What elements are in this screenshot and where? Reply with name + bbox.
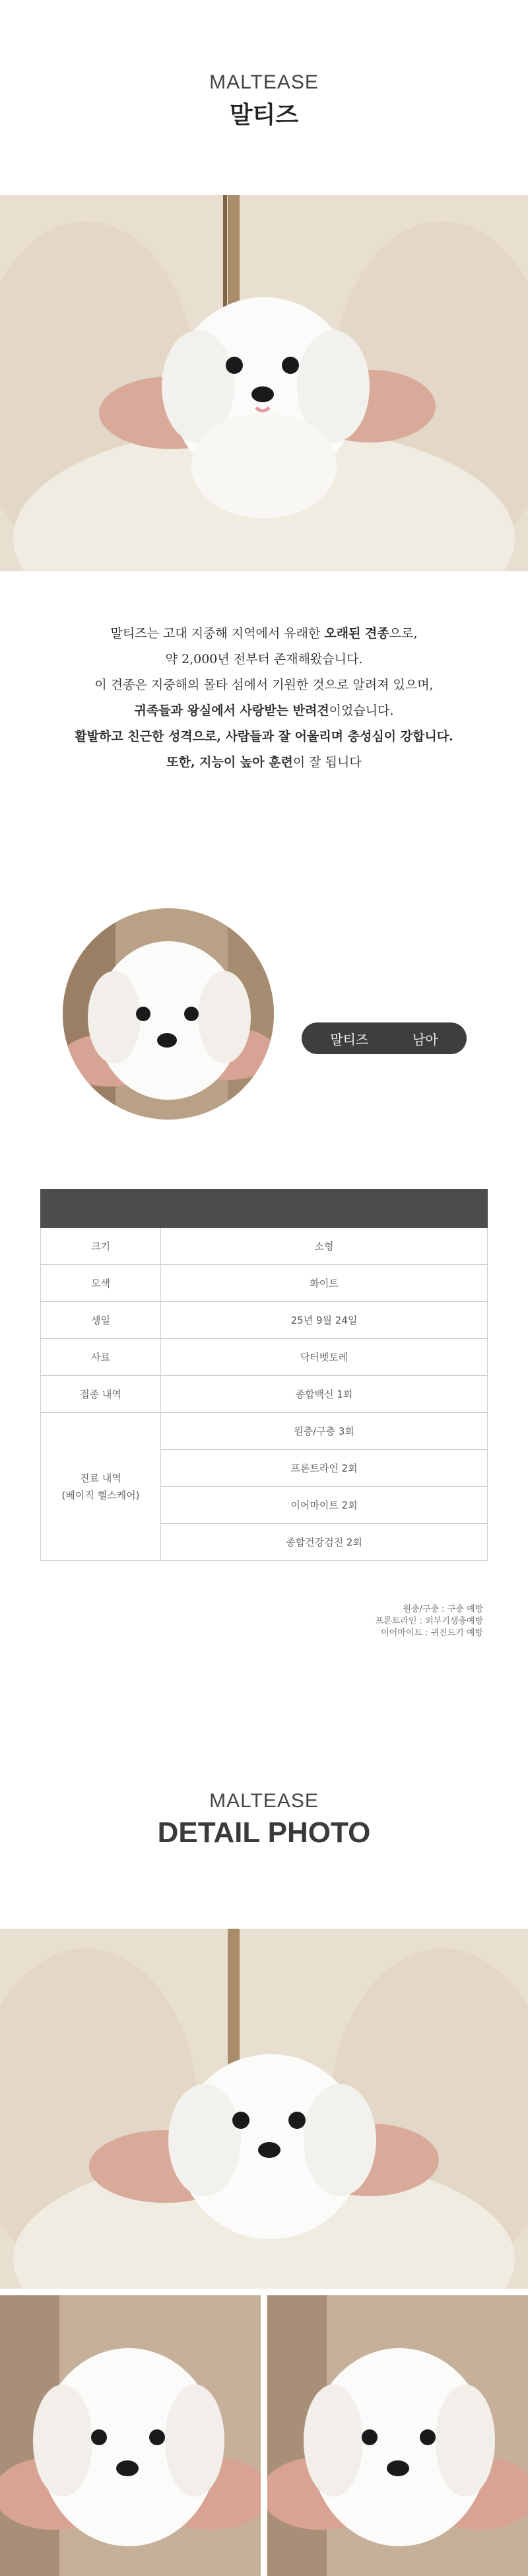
detail-puppy-photo-large [0, 1929, 528, 2289]
detail-english-name: MALTEASE [209, 1790, 319, 1812]
table-row: 사료 닥터벳토레 [41, 1339, 488, 1376]
puppy-profile-photo [63, 908, 274, 1120]
detail-photo-header [0, 1790, 528, 1849]
table-row: 진료 내역 (베이직 헬스케어) 원충/구충 3회 [41, 1413, 488, 1450]
table-row: 모색 화이트 [41, 1265, 488, 1302]
detail-puppy-photo-right [267, 2295, 528, 2576]
table-row: 생일 25년 9월 24일 [41, 1302, 488, 1339]
detail-title: DETAIL PHOTO [157, 1816, 371, 1849]
breed-english-name: MALTEASE [209, 71, 319, 93]
page-header [0, 0, 528, 195]
hero-puppy-photo [0, 195, 528, 571]
table-row: 이어마이트 2회 [41, 1487, 488, 1524]
gender-label: 남아 [412, 1031, 438, 1048]
breed-label: 말티즈 [330, 1031, 369, 1048]
breed-description: 말티즈는 고대 지중해 지역에서 유래한 오래된 견종으로, 약 2,000년 전부터 존재해왔습니다. 이 견종은 지중해의 몰타 섬에서 기원한 것으로 알려져 있으며, 귀족들과 왕실에서 사랑받는 반려견이었습니다. 활발하고 친근한 성격으로, 사람들과 잘 어울리며 충성심이 강합니다. 또한, 지능이 높아 훈련이 잘 됩니다 [75, 626, 453, 769]
table-row: 종합건강검진 2회 [41, 1524, 488, 1561]
care-history-label: 진료 내역 (베이직 헬스케어) [41, 1413, 161, 1561]
breed-korean-name: 말티즈 [229, 102, 299, 129]
table-row: 프론트라인 2회 [41, 1450, 488, 1487]
care-notes: 원충/구충 : 구충 예방 프론트라인 : 외부기생충예방 이어마이트 : 귀진드기 예방 [375, 1604, 483, 1638]
table-header-row [41, 1190, 488, 1228]
puppy-info-pill [302, 1022, 467, 1054]
detail-puppy-photo-left [0, 2295, 261, 2576]
puppy-info-table [40, 1189, 488, 1561]
table-row: 접종 내역 종합백신 1회 [41, 1376, 488, 1413]
table-row: 크기 소형 [41, 1228, 488, 1265]
